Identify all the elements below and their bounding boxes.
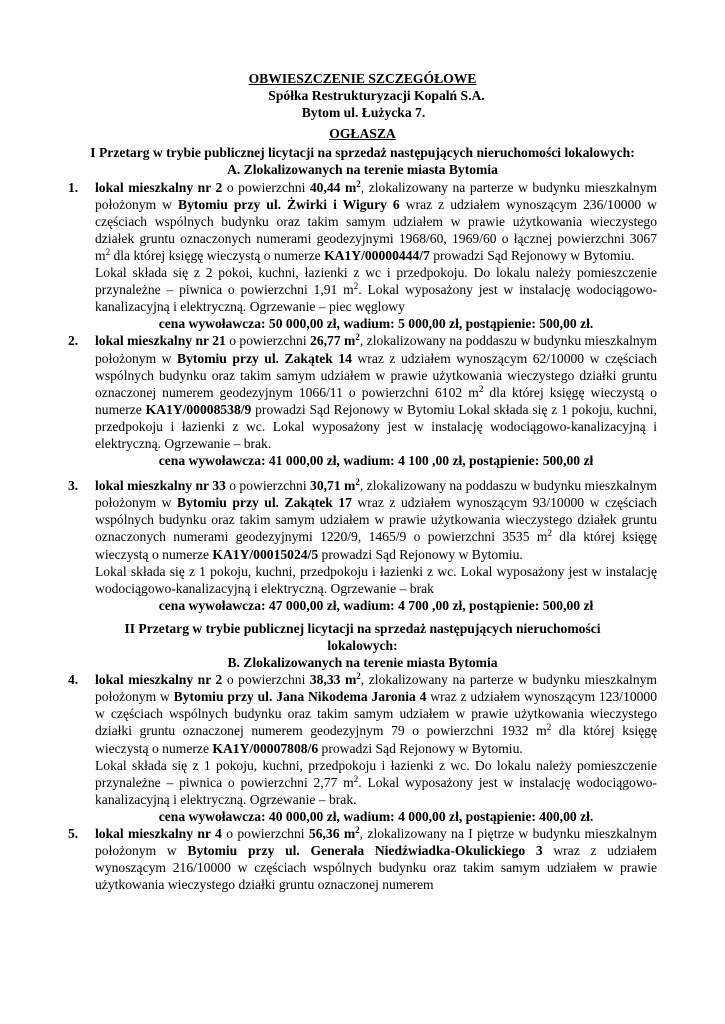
unit-name: lokal mieszkalny nr 2 — [95, 672, 223, 688]
unit-area: 26,77 m — [310, 333, 356, 349]
item-text: wraz z udziałem wynoszącym 123/10000 w częściach wspólnych budynku oraz takim samym udziałem w prawie użytkowania wieczystego działki gruntu oznaczonej numerem geodezyjnym 79 o powierzchni 1932 m — [95, 689, 658, 739]
description-text: Lokal składa się z 1 pokoju, kuchni, przedpokoju i łazienki z wc. Do lokalu należy pomieszczenie przynależne – piwnica o powierzchni 2,77 m — [95, 757, 657, 790]
item-text: , zlokalizowany na parterze w budynku mieszkalnym położonym w — [95, 179, 657, 212]
item-text: wraz z udziałem wynoszącym 216/10000 w częściach wspólnych budynku oraz takim samym udziałem w prawie użytkowania wieczystego działki gruntu oznaczonej numerem — [95, 843, 658, 893]
unit-area: 38,33 m — [309, 672, 357, 688]
item-text: , zlokalizowany na parterze w budynku mieszkalnym położonym w — [95, 672, 657, 705]
item-text: , zlokalizowany na I piętrze w budynku mieszkalnym położonym w — [95, 826, 658, 859]
company-address: Bytom ul. Łużycka 7. — [301, 105, 426, 121]
item-text: dla której księgę wieczystą o numerze — [95, 723, 657, 756]
item-text: wraz z udziałem wynoszącym 93/10000 w częściach wspólnych budynku oraz takim samym udziałem w prawie użytkowania wieczystego działek gruntu oznaczonych numerami geodezyjnymi 1220/9, 1465/9 o powierzchni 3535 m — [95, 495, 658, 545]
item-text: , zlokalizowany na poddaszu w budynku mieszkalnym położonym w — [95, 478, 658, 511]
section-1-heading: I Przetarg w trybie publicznej licytacji na sprzedaż następujących nieruchomości lokalowych: — [90, 145, 635, 161]
document-title: OBWIESZCZENIE SZCZEGÓŁOWE — [248, 71, 477, 86]
superscript: 2 — [355, 332, 360, 343]
section-1-subheading: A. Zlokalizowanych na terenie miasta Bytomia — [227, 162, 498, 178]
item-number: 5. — [68, 826, 79, 842]
unit-address: Bytomiu przy ul. Zakątek 14 — [177, 350, 352, 366]
spacer — [68, 469, 657, 477]
item-text: dla której księgę wieczystą o numerze — [95, 529, 657, 562]
item-text: prowadzi Sąd Rejonowy w Bytomiu. — [429, 247, 635, 263]
superscript: 2 — [353, 281, 359, 292]
land-register-number: KA1Y/00000444/7 — [324, 247, 430, 263]
unit-description: Lokal składa się z 1 pokoju, kuchni, przedpokoju i łazienki z wc. Lokal wyposażony jest w instalację wodociągowo-kanalizacyjną i elektryczną. Ogrzewanie – brak — [95, 563, 657, 596]
item-text: o powierzchni — [225, 333, 311, 349]
superscript: 2 — [478, 383, 484, 394]
superscript: 2 — [355, 477, 360, 488]
list-item — [68, 671, 657, 825]
section-1-list — [68, 179, 657, 614]
section-2-heading-line2: lokalowych: — [327, 638, 398, 653]
list-item — [68, 477, 657, 614]
item-text: prowadzi Sąd Rejonowy w Bytomiu. — [318, 740, 523, 756]
unit-address: Bytomiu przy ul. Jana Nikodema Jaronia 4 — [173, 689, 427, 705]
unit-address: Bytomiu przy ul. Generała Niedźwiadka-Okulickiego 3 — [187, 843, 543, 859]
superscript: 2 — [355, 825, 360, 836]
announces-heading: OGŁASZA — [329, 126, 396, 142]
unit-name: lokal mieszkalny nr 4 — [95, 826, 222, 842]
item-number: 3. — [68, 478, 79, 494]
land-register-number: KA1Y/00007808/6 — [212, 740, 319, 756]
superscript: 2 — [356, 671, 361, 682]
item-text: o powierzchni — [221, 826, 309, 842]
unit-name: lokal mieszkalny nr 21 — [95, 333, 226, 349]
superscript: 2 — [353, 773, 359, 784]
item-text: o powierzchni — [222, 179, 310, 195]
item-text: , zlokalizowany na poddaszu w budynku mieszkalnym położonym w — [95, 333, 658, 366]
land-register-number: KA1Y/00008538/9 — [145, 401, 252, 417]
list-item — [68, 332, 657, 469]
superscript: 2 — [547, 528, 552, 539]
item-number: 2. — [68, 333, 79, 349]
price-line: cena wywoławcza: 50 000,00 zł, wadium: 5 000,00 zł, postąpienie: 500,00 zł. — [158, 316, 594, 332]
section-2-list — [68, 671, 657, 893]
list-item — [68, 179, 657, 333]
company-name: Spółka Restrukturyzacji Kopalń S.A. — [268, 88, 485, 104]
unit-address: Bytomiu przy ul. Zakątek 17 — [177, 495, 352, 511]
price-line: cena wywoławcza: 41 000,00 zł, wadium: 4 100 ,00 zł, postąpienie: 500,00 zł — [158, 453, 594, 469]
item-text: prowadzi Sąd Rejonowy w Bytomiu. — [318, 546, 523, 562]
unit-description — [95, 264, 657, 315]
unit-area: 56,36 m — [308, 826, 356, 842]
unit-description — [95, 757, 657, 808]
item-text: dla której księgę wieczystą o numerze — [110, 247, 325, 263]
item-text: o powierzchni — [222, 672, 310, 688]
superscript: 2 — [546, 722, 552, 733]
superscript: 2 — [105, 246, 111, 257]
description-text: . Lokal wyposażony jest w instalację wodociągowo-kanalizacyjną i elektryczną. Ogrzewanie – piec węglowy — [95, 282, 657, 315]
price-line: cena wywoławcza: 40 000,00 zł, wadium: 4 000,00 zł, postąpienie: 400,00 zł. — [158, 808, 594, 824]
item-text: o powierzchni — [225, 478, 311, 494]
land-register-number: KA1Y/00015024/5 — [212, 546, 319, 562]
item-number: 4. — [68, 672, 79, 688]
price-line: cena wywoławcza: 47 000,00 zł, wadium: 4 700 ,00 zł, postąpienie: 500,00 zł — [158, 597, 594, 613]
unit-area: 30,71 m — [310, 478, 356, 494]
item-text: prowadzi Sąd Rejonowy w Bytomiu Lokal składa się z 1 pokoju, kuchni, przedpokoju i łazienki z wc. Lokal wyposażony jest w instalację wodociągowo-kanalizacyjną i elektryczną. Ogrzewanie – brak. — [95, 401, 657, 451]
item-text: dla której księgę wieczystą o numerze — [95, 384, 657, 417]
section-2-heading-line1: II Przetarg w trybie publicznej licytacji na sprzedaż następujących nieruchomości — [124, 620, 601, 636]
section-2-subheading: B. Zlokalizowanych na terenie miasta Bytomia — [227, 655, 498, 671]
description-text: Lokal składa się z 2 pokoi, kuchni, łazienki z wc i przedpokoju. Do lokalu należy pomieszczenie przynależne – piwnica o powierzchni 1,91 m — [95, 265, 657, 298]
description-text: . Lokal wyposażony jest w instalację wodociągowo-kanalizacyjną i elektryczną. Ogrzewanie – brak. — [95, 774, 657, 807]
unit-name: lokal mieszkalny nr 2 — [95, 179, 223, 195]
item-text: wraz z udziałem wynoszącym 62/10000 w częściach wspólnych budynku oraz takim samym udziałem w prawie użytkowania wieczystego działki gruntu oznaczonej numerem geodezyjnym 1066/11 o powierzchni 6102 m — [95, 350, 658, 400]
list-item — [68, 825, 657, 893]
unit-area: 40,44 m — [309, 179, 357, 195]
superscript: 2 — [356, 178, 361, 189]
unit-name: lokal mieszkalny nr 33 — [95, 478, 226, 494]
item-text: wraz z udziałem wynoszącym 236/10000 w częściach wspólnych budynku oraz takim samym udziałem w prawie użytkowania wieczystego działek gruntu oznaczonych numerami geodezyjnymi 1968/60, 1969/60 o łącznej powierzchni 3067 m — [95, 196, 657, 263]
item-number: 1. — [68, 179, 79, 195]
unit-address: Bytomiu przy ul. Żwirki i Wigury 6 — [178, 196, 400, 212]
